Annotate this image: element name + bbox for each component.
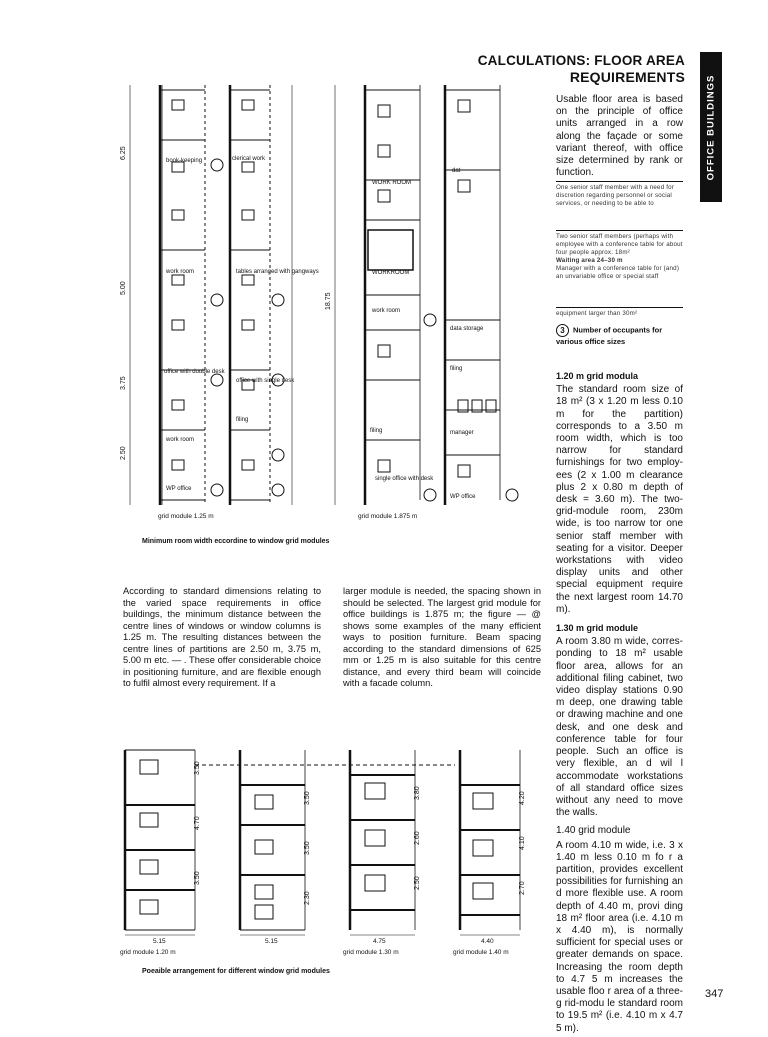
section-paragraph: A room 3.80 m wide, corres- ponding to 18 m² usable floor area, allows for an additional filing cabinet, two video display stations 0.90 m deep, one drawing table or drawing machine and one desk, and one desk and conference table for four people. Such an office is very flexible, an d wil l accommodate workstations of all standard office sizes without any need to move the walls.: [556, 636, 683, 819]
plan-label: office with double desk: [164, 369, 225, 375]
svg-text:3.75: 3.75: [120, 376, 127, 390]
table-row: equipment larger than 30m²: [556, 307, 683, 318]
figure-caption: Minimum room width eccordine to window grid modules: [142, 538, 330, 545]
svg-text:2.70: 2.70: [519, 881, 526, 895]
section-heading: 1.40 grid module: [556, 825, 631, 837]
svg-text:2.30: 2.30: [304, 891, 311, 905]
svg-text:4.10: 4.10: [519, 836, 526, 850]
body-text-col2: larger module is needed, the spacing shown in should be selected. The largest grid module for office buildings is 1.875 m; the figure — @ shows some examples of the many efficient ways to position furniture. Beam spacing according to the standard dimensions of 625 mm or 1.25 m is also suitable for this centre distance, and every third beam will coincide with a facade column.: [343, 586, 541, 688]
svg-text:2.60: 2.60: [414, 831, 421, 845]
grid-label: grid module 1.25 m: [158, 513, 214, 520]
svg-text:4.70: 4.70: [194, 816, 201, 830]
grid-label: grid module 1.30 m: [343, 949, 399, 956]
plan-label: WORKROOM: [372, 270, 410, 276]
top-floor-plans: [120, 80, 540, 520]
svg-text:5.00: 5.00: [120, 281, 127, 295]
dimension-label: 4.40: [481, 938, 494, 945]
table-row: employee with a conference table for about four people approx. 18m²: [556, 241, 683, 257]
table-row: Two senior staff members (perhaps with: [556, 230, 683, 241]
section-heading: 1.20 m grid modula: [556, 371, 639, 381]
plan-label: WORK ROOM: [372, 180, 411, 186]
table-row: Waiting area 24–30 m: [556, 257, 623, 265]
plan-label: clerical work: [232, 156, 266, 162]
plan-label: work room: [372, 308, 401, 314]
table-row: One senior staff member with a need for discretion regarding personnel or social services, or needing to be able to: [556, 181, 683, 208]
dimension-label: 4.75: [373, 938, 386, 945]
svg-text:3.50: 3.50: [304, 841, 311, 855]
svg-text:3.50: 3.50: [194, 871, 201, 885]
plan-label: manager: [450, 430, 474, 436]
svg-text:2.50: 2.50: [414, 876, 421, 890]
section-paragraph: A room 4.10 m wide, i.e. 3 x 1.40 m less 0.10 m fo r a partition, provides excellent possibilities for furnishing an d more flexible use. A room depth of 4.40 m, provi ding 18 m² floor area (i.e. 4.10 m x 4.40 m), is normally sufficient for special uses or greater demands on space. Increasing the room depth to 4.7 5 m increases the usable floo r area of a three-g rid-modu le standard room to 19.5 m² (i.e. 4.10 m x 4.7 5 m).: [556, 839, 683, 1034]
svg-text:3.50: 3.50: [304, 791, 311, 805]
section-heading: 1.30 m grid module: [556, 623, 639, 634]
plan-label: data storage: [450, 326, 484, 332]
plan-label: work room: [166, 269, 195, 275]
bottom-floor-plans: [115, 745, 545, 965]
figure-legend: 3 Number of occupants for various office sizes: [556, 325, 663, 347]
figure-caption: Poeaible arrangement for different window grid modules: [142, 968, 330, 975]
page-number: 347: [705, 988, 724, 1000]
plan-label: filing: [236, 417, 249, 423]
plan-label: WP office: [450, 494, 476, 500]
svg-text:18.75: 18.75: [325, 292, 332, 310]
section-paragraph: The standard room size of 18 m² (3 x 1.20 m less 0.10 m for the partition) corresponds to a 3.50 m room width, which is too narrow for standard furnishings for two employ- ees (2 x 1.00 m clearance plus 2 x 0.80 m depth of desk = 3.60 m). The two-grid-module room, 230m wide, is too narrow tor one senior staff member with seating for a visitor. Deeper workstations with video display units and other special equipment require the next largest room 14.70 m).: [556, 384, 683, 615]
section-tab: OFFICE BUILDINGS: [700, 52, 722, 202]
plan-label: filing: [450, 366, 463, 372]
svg-text:4.20: 4.20: [519, 791, 526, 805]
svg-text:3.80: 3.80: [414, 786, 421, 800]
svg-text:3.50: 3.50: [194, 761, 201, 775]
plan-label: office with single desk: [236, 378, 295, 384]
plan-label: filing: [370, 428, 383, 434]
page-title: CALCULATIONS: FLOOR AREA REQUIREMENTS: [477, 53, 685, 85]
plan-label: single office with desk: [375, 476, 434, 482]
table-row: Manager with a conference table for (and) an unvariable office or special staff: [556, 265, 680, 281]
grid-label: grid module 1.875 m: [358, 513, 418, 520]
svg-text:2.50: 2.50: [120, 446, 127, 460]
plan-label: work room: [166, 437, 195, 443]
grid-label: grid module 1.20 m: [120, 949, 176, 956]
dimension-label: 5.15: [153, 938, 166, 945]
plan-label: dat: [452, 168, 461, 174]
body-text-col1: According to standard dimensions relating to the varied space requirements in office buildings, the minimum distance between the centre lines of windows or window columns is 1.25 m. The resulting distances between the centre lines of partitions are 2.50 m, 3.75 m, 5.00 m etc. — . These offer considerable choice in positioning furniture, and are flexible enough to fulfil almost every requirement. If a: [123, 586, 321, 688]
dimension-label: 5.15: [265, 938, 278, 945]
right-column-sections: [556, 364, 683, 1037]
figure-number: 3: [556, 324, 569, 337]
right-column: [556, 94, 683, 347]
grid-label: grid module 1.40 m: [453, 949, 509, 956]
plan-label: WP office: [166, 486, 192, 492]
plan-label: book-keeping: [166, 158, 203, 164]
svg-text:6.25: 6.25: [120, 146, 127, 160]
plan-label: tables arranged with gangways: [236, 269, 319, 275]
intro-paragraph: Usable floor area is based on the principle of office units arranged in a row along the façade or some variant thereof, with office size determined by rank or function.: [556, 94, 683, 179]
